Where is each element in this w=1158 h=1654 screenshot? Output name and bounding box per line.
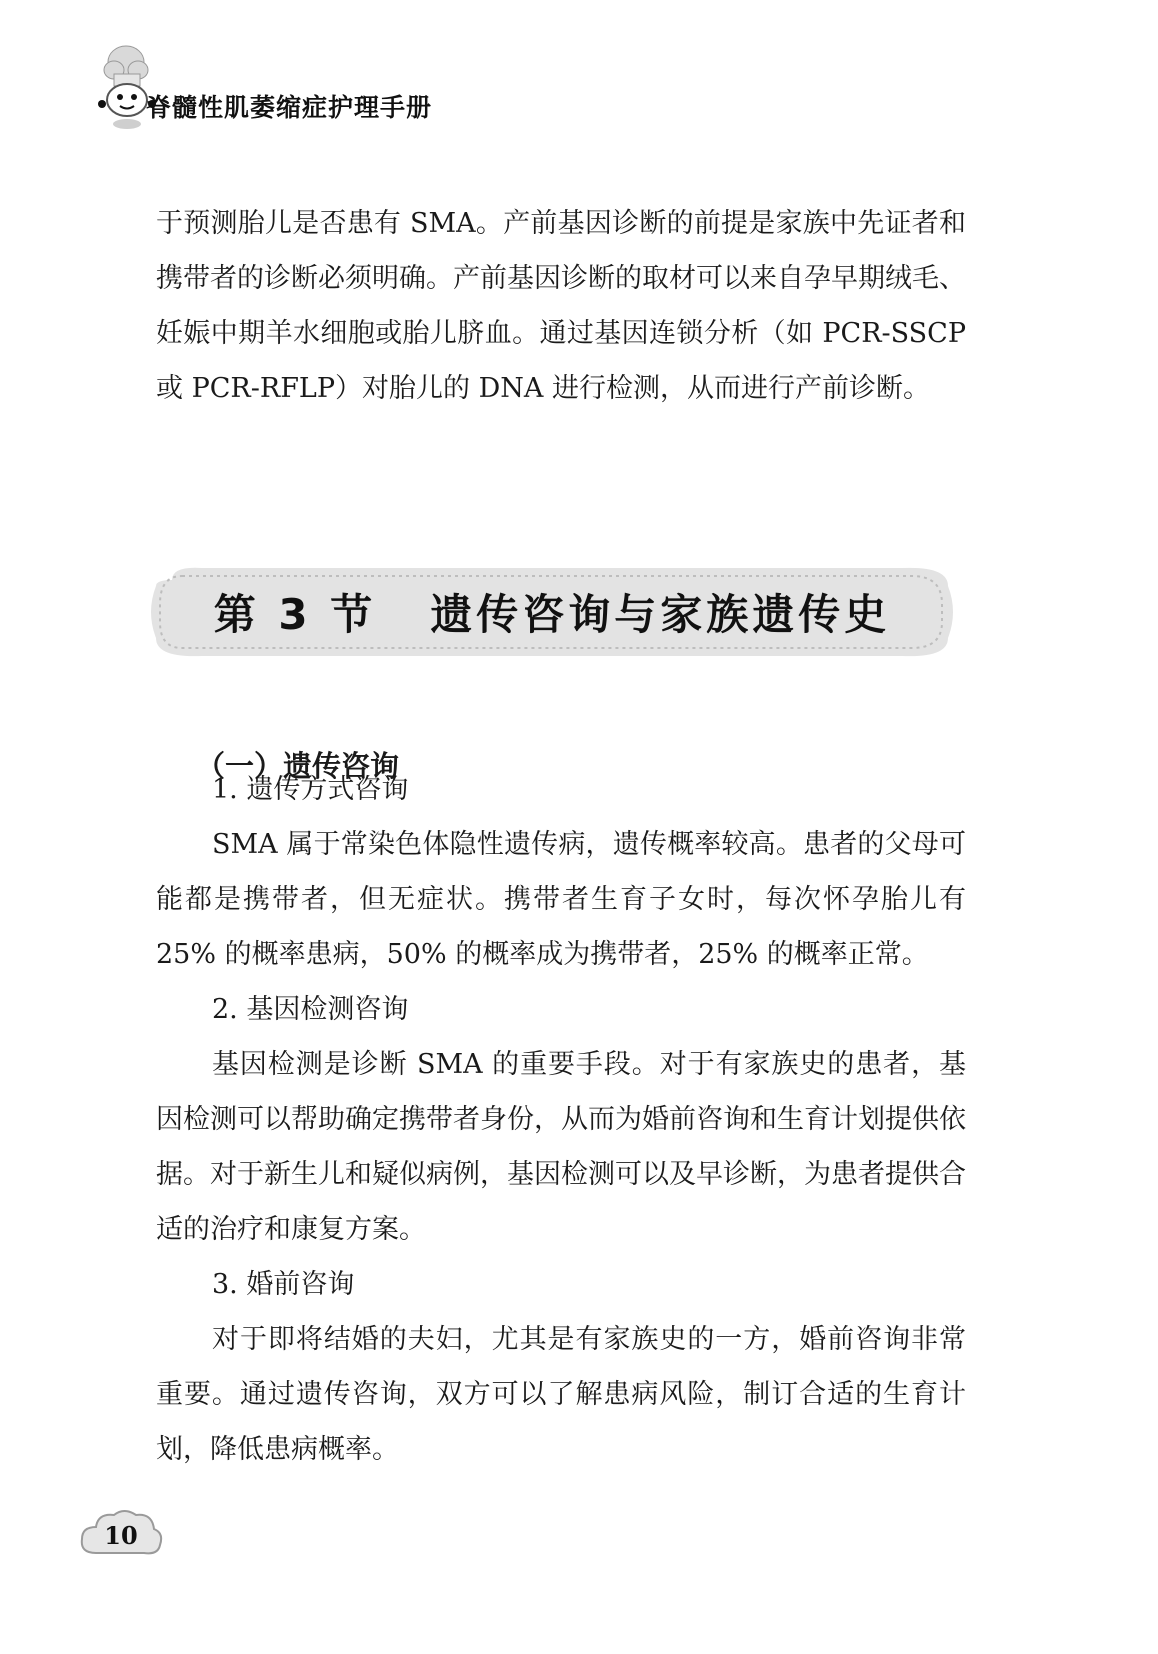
subsection-heading: 2. 基因检测咨询 <box>212 994 409 1025</box>
subsection-paragraph: SMA 属于常染色体隐性遗传病，遗传概率较高。患者的父母可能都是携带者，但无症状。携带者生育子女时，每次怀孕胎儿有 25% 的概率患病，50% 的概率成为携带者，25% 的概率正常。 <box>156 829 966 970</box>
heading-genetic-counseling: （一）遗传咨询 <box>196 749 400 783</box>
intro-text-block <box>156 196 966 416</box>
subsection-heading: 3. 婚前咨询 <box>212 1269 355 1300</box>
subsection-paragraph: 基因检测是诊断 SMA 的重要手段。对于有家族史的患者，基因检测可以帮助确定携带者身份，从而为婚前咨询和生育计划提供依据。对于新生儿和疑似病例，基因检测可以及早诊断，为患者提供合适的治疗和康复方案。 <box>156 1049 966 1245</box>
subsections-block <box>156 762 966 1477</box>
subsection-heading: 1. 遗传方式咨询 <box>212 774 409 805</box>
subsection-paragraph: 对于即将结婚的夫妇，尤其是有家族史的一方，婚前咨询非常重要。通过遗传咨询，双方可以了解患病风险，制订合适的生育计划，降低患病概率。 <box>156 1324 966 1465</box>
section-banner <box>142 560 962 664</box>
page-number-badge <box>76 1505 166 1565</box>
section-title-text: 遗传咨询与家族遗传史 <box>430 590 891 639</box>
book-title: 脊髓性肌萎缩症护理手册 <box>146 93 433 122</box>
page-number: 10 <box>104 1520 138 1550</box>
page-header <box>82 40 502 130</box>
section-number: 第 3 节 <box>213 590 377 639</box>
section-title <box>142 560 962 664</box>
intro-paragraph: 于预测胎儿是否患有 SMA。产前基因诊断的前提是家族中先证者和携带者的诊断必须明确。产前基因诊断的取材可以来自孕早期绒毛、妊娠中期羊水细胞或胎儿脐血。通过基因连锁分析（如 PCR-SSCP 或 PCR-RFLP）对胎儿的 DNA 进行检测，从而进行产前诊断。 <box>156 208 966 404</box>
